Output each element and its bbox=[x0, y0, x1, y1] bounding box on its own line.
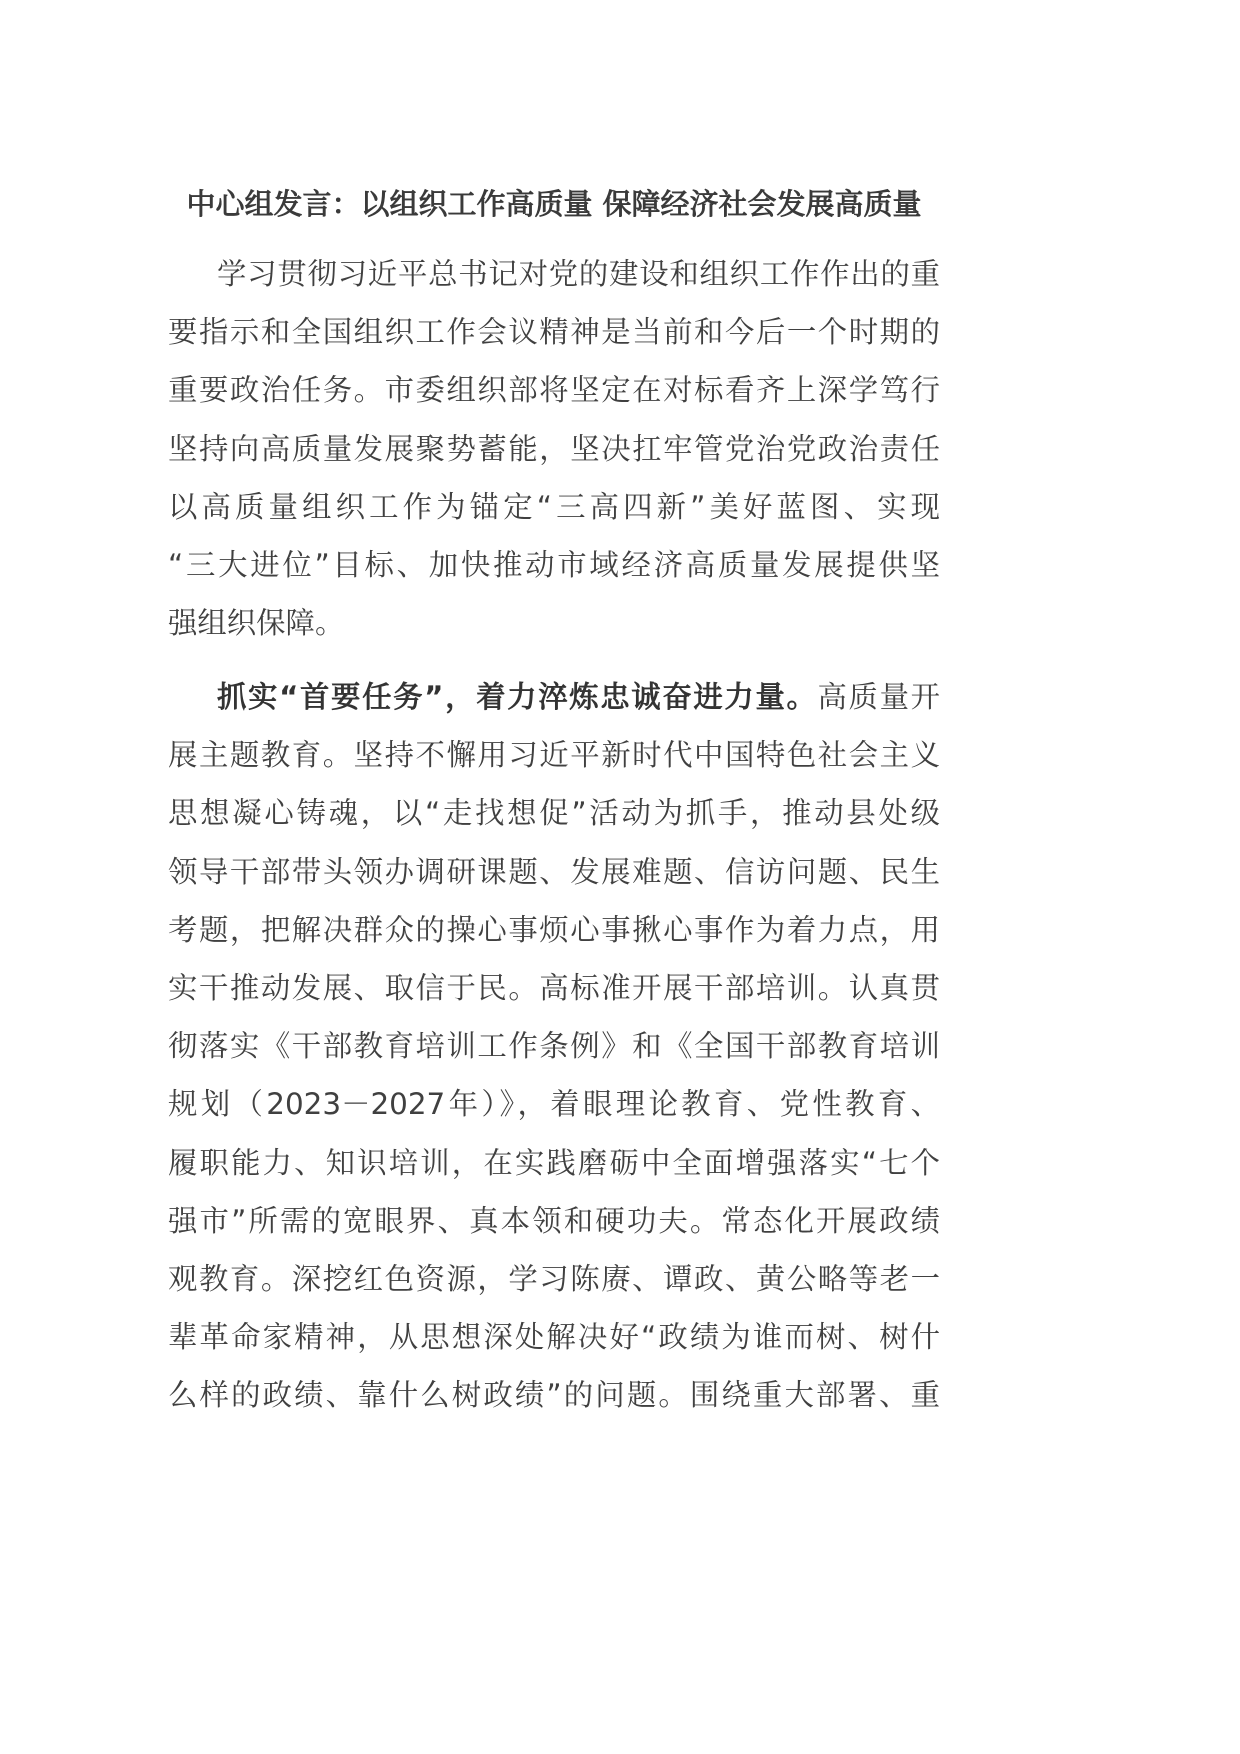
text-line: 辈革命家精神，从思想深处解决好“政绩为谁而树、树什 bbox=[168, 1320, 940, 1355]
text-line: 履职能力、知识培训，在实践磨砺中全面增强落实“七个 bbox=[168, 1145, 940, 1180]
text-line bbox=[168, 668, 940, 726]
text-line: 学习贯彻习近平总书记对党的建设和组织工作作出的重 bbox=[217, 257, 940, 291]
text-line: “三大进位”目标、加快推动市域经济高质量发展提供坚 bbox=[168, 547, 940, 582]
text-line: 要指示和全国组织工作会议精神是当前和今后一个时期的 bbox=[168, 315, 940, 350]
text-line: 展主题教育。坚持不懈用习近平新时代中国特色社会主义 bbox=[168, 738, 940, 773]
text-line: 思想凝心铸魂，以“走找想促”活动为抓手，推动县处级 bbox=[168, 796, 940, 831]
text-line: 强市”所需的宽眼界、真本领和硬功夫。常态化开展政绩 bbox=[168, 1203, 940, 1238]
text-run: 高质量开 bbox=[817, 680, 941, 714]
paragraph-intro bbox=[168, 245, 940, 652]
text-line: 强组织保障。 bbox=[168, 606, 345, 641]
text-line: 观教育。深挖红色资源，学习陈赓、谭政、黄公略等老一 bbox=[168, 1261, 940, 1296]
text-line: 领导干部带头领办调研课题、发展难题、信访问题、民生 bbox=[168, 854, 940, 889]
text-line: 彻落实《干部教育培训工作条例》和《全国干部教育培训 bbox=[168, 1029, 940, 1064]
text-line: 么样的政绩、靠什么树政绩”的问题。围绕重大部署、重 bbox=[168, 1378, 940, 1413]
text-line: 以高质量组织工作为锚定“三高四新”美好蓝图、实现 bbox=[168, 489, 940, 524]
text-line: 考题，把解决群众的操心事烦心事揪心事作为着力点，用 bbox=[168, 912, 940, 947]
section-heading: 抓实“首要任务”，着力淬炼忠诚奋进力量。 bbox=[217, 680, 818, 714]
document-title: 中心组发言：以组织工作高质量 保障经济社会发展高质量 bbox=[186, 187, 922, 221]
text-line: 重要政治任务。市委组织部将坚定在对标看齐上深学笃行 bbox=[168, 373, 940, 408]
text-line: 坚持向高质量发展聚势蓄能，坚决扛牢管党治党政治责任 bbox=[168, 431, 940, 466]
paragraph-first-task bbox=[168, 668, 940, 1424]
text-line: 实干推动发展、取信于民。高标准开展干部培训。认真贯 bbox=[168, 970, 940, 1005]
text-line: 规划（2023－2027年）》，着眼理论教育、党性教育、 bbox=[168, 1087, 940, 1122]
